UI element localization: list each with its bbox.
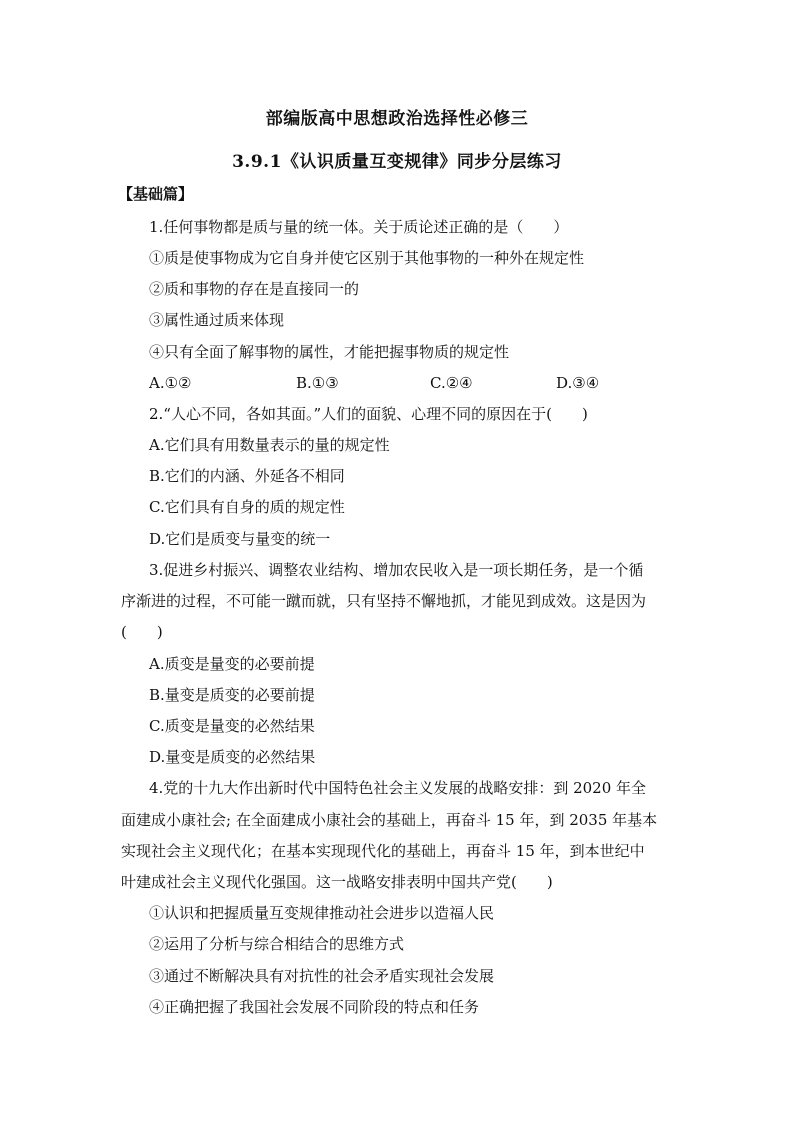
question-2-option-d: D.它们是质变与量变的统一 xyxy=(149,530,331,548)
question-1-item: ③属性通过质来体现 xyxy=(149,311,285,329)
question-2-option-c: C.它们具有自身的质的规定性 xyxy=(149,498,345,516)
question-1-item: ②质和事物的存在是直接同一的 xyxy=(149,280,360,298)
question-1-stem: 1.任何事物都是质与量的统一体。关于质论述正确的是（ ） xyxy=(149,218,569,236)
question-3-stem-line: ( ) xyxy=(121,623,163,641)
question-2-option-a: A.它们具有用数量表示的量的规定性 xyxy=(149,436,390,454)
question-3-stem-line: 3.促进乡村振兴、调整农业结构、增加农民收入是一项长期任务，是一个循 xyxy=(149,561,644,579)
question-3-option-c: C.质变是量变的必然结果 xyxy=(149,717,315,735)
question-4-stem-line: 叶建成社会主义现代化强国。这一战略安排表明中国共产党( ) xyxy=(121,873,553,891)
question-1-item: ④只有全面了解事物的属性，才能把握事物质的规定性 xyxy=(149,343,510,361)
question-2-stem: 2.“人心不同，各如其面。”人们的面貌、心理不同的原因在于( ) xyxy=(149,405,588,423)
document-subtitle: 3.9.1《认识质量互变规律》同步分层练习 xyxy=(232,152,562,172)
question-3-stem-line: 序渐进的过程，不可能一蹴而就，只有坚持不懈地抓，才能见到成效。这是因为 xyxy=(121,592,647,610)
question-4-stem-line: 面建成小康社会; 在全面建成小康社会的基础上，再奋斗 15 年，到 2035 年基本 xyxy=(121,811,658,829)
question-3-option-d: D.量变是质变的必然结果 xyxy=(149,748,316,766)
question-4-item: ①认识和把握质量互变规律推动社会进步以造福人民 xyxy=(149,904,495,922)
section-heading: 【基础篇】 xyxy=(118,185,194,203)
question-2-option-b: B.它们的内涵、外延各不相同 xyxy=(149,467,345,485)
question-1-option-c: C.②④ xyxy=(430,374,473,392)
question-4-stem-line: 实现社会主义现代化；在基本实现现代化的基础上，再奋斗 15 年，到本世纪中 xyxy=(121,842,645,860)
question-4-item: ③通过不断解决具有对抗性的社会矛盾实现社会发展 xyxy=(149,967,495,985)
question-4-stem-line: 4.党的十九大作出新时代中国特色社会主义发展的战略安排：到 2020 年全 xyxy=(149,779,647,797)
question-1-item: ①质是使事物成为它自身并使它区别于其他事物的一种外在规定性 xyxy=(149,249,585,267)
question-1-option-b: B.①③ xyxy=(296,374,339,392)
question-4-item: ④正确把握了我国社会发展不同阶段的特点和任务 xyxy=(149,998,480,1016)
question-4-item: ②运用了分析与综合相结合的思维方式 xyxy=(149,935,405,953)
question-3-option-a: A.质变是量变的必要前提 xyxy=(149,655,315,673)
question-1-option-a: A.①② xyxy=(149,374,192,392)
question-1-option-d: D.③④ xyxy=(556,374,600,392)
document-title: 部编版高中思想政治选择性必修三 xyxy=(265,109,529,129)
question-3-option-b: B.量变是质变的必要前提 xyxy=(149,686,315,704)
